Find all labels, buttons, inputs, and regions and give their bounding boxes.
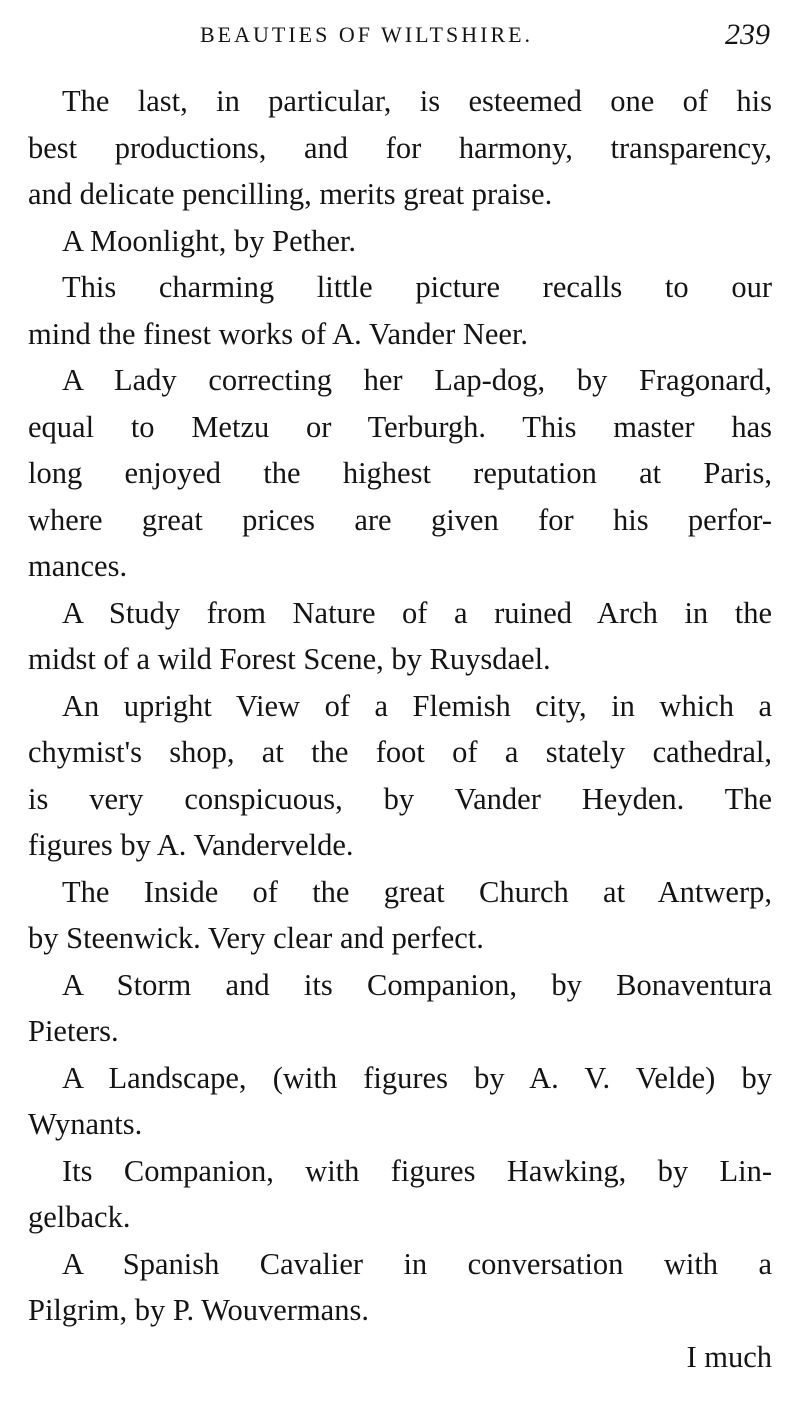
text-line: Wynants.	[28, 1107, 143, 1141]
text-line: Pieters.	[28, 1014, 119, 1048]
text-line: This charming little picture recalls to our	[62, 270, 772, 304]
text-line: gelback.	[28, 1200, 131, 1234]
text-line: A Moonlight, by Pether.	[62, 223, 356, 258]
text-line: The Inside of the great Church at Antwerp,	[62, 874, 772, 909]
text-line: and delicate pencilling, merits great praise.	[28, 177, 553, 211]
text-line: figures by A. Vandervelde.	[28, 828, 354, 862]
text-line: A Study from Nature of a ruined Arch in the	[62, 595, 772, 630]
text-line: mind the finest works of A. Vander Neer.	[28, 316, 529, 351]
text-line: Its Companion, with figures Hawking, by Lin-	[62, 1153, 772, 1188]
text-line: is very conspicuous, by Vander Heyden. The	[28, 781, 772, 816]
text-line: A Storm and its Companion, by Bonaventura	[62, 967, 772, 1002]
running-head	[0, 18, 800, 58]
text-line: where great prices are given for his perfor-	[28, 502, 772, 537]
text-line: best productions, and for harmony, transparency,	[28, 130, 772, 165]
text-line: chymist's shop, at the foot of a stately cathedral,	[28, 735, 772, 769]
text-line: A Spanish Cavalier in conversation with a	[62, 1246, 772, 1281]
text-line: equal to Metzu or Terburgh. This master has	[28, 409, 772, 444]
text-line: The last, in particular, is esteemed one of his	[62, 84, 772, 118]
text-line: An upright View of a Flemish city, in which a	[62, 688, 772, 723]
text-line: midst of a wild Forest Scene, by Ruysdael.	[28, 642, 551, 676]
text-line: A Landscape, (with figures by A. V. Velde) by	[62, 1060, 772, 1095]
page-number: 239	[725, 18, 770, 51]
running-title: BEAUTIES OF WILTSHIRE.	[200, 22, 534, 47]
catchword: I much	[686, 1339, 772, 1374]
text-line: Pilgrim, by P. Wouvermans.	[28, 1293, 369, 1327]
text-line: A Lady correcting her Lap-dog, by Fragonard,	[62, 363, 772, 397]
text-line: by Steenwick. Very clear and perfect.	[28, 921, 484, 955]
body-text	[28, 78, 772, 1380]
text-line: long enjoyed the highest reputation at Paris,	[28, 456, 772, 490]
text-line: mances.	[28, 549, 128, 583]
